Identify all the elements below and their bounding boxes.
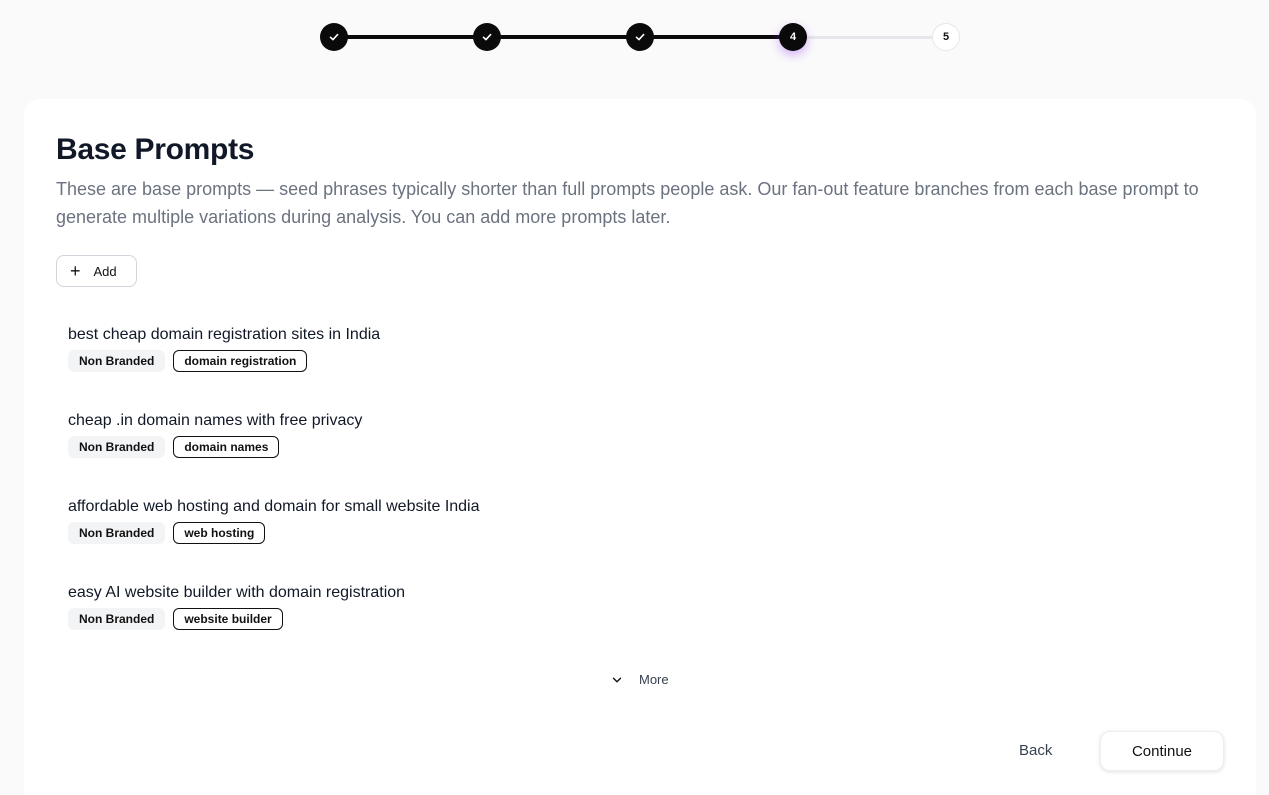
stepper-line-2 [487,35,640,39]
prompt-text: affordable web hosting and domain for small website India [68,498,480,515]
stepper-line-4 [793,36,946,39]
check-icon [634,31,646,43]
prompt-type-tag: Non Branded [68,608,165,630]
prompt-item [68,582,405,630]
continue-button[interactable]: Continue [1100,731,1224,771]
show-more-button[interactable] [611,672,669,687]
page-description: These are base prompts — seed phrases typically shorter than full prompts people ask. Our fan-out feature branches from each base prompt to generate multiple variations during analysis. You can add more prompts later. [56,179,1199,227]
prompt-type-tag: Non Branded [68,522,165,544]
check-icon [481,31,493,43]
plus-icon: + [70,261,81,281]
check-icon [328,31,340,43]
prompt-topic-tag: domain registration [173,350,307,372]
step-5-upcoming: 5 [932,23,960,51]
add-prompt-button[interactable] [56,255,137,287]
prompt-item [68,324,380,372]
progress-stepper [320,23,960,51]
prompt-topic-tag: domain names [173,436,279,458]
chevron-down-icon [611,674,623,686]
stepper-line-3 [640,35,793,39]
prompt-item [68,410,362,458]
prompt-type-tag: Non Branded [68,436,165,458]
prompt-text: best cheap domain registration sites in India [68,326,381,343]
step-4-current: 4 [779,23,807,51]
step-3-complete [626,23,654,51]
prompt-topic-tag: website builder [173,608,282,630]
prompt-type-tag: Non Branded [68,350,165,372]
back-button[interactable]: Back [1019,742,1053,759]
prompt-item [68,496,480,544]
more-label: More [639,672,669,687]
add-button-label: Add [93,263,117,279]
step-1-complete [320,23,348,51]
prompt-text: cheap .in domain names with free privacy [68,412,363,429]
prompt-topic-tag: web hosting [173,522,265,544]
step-2-complete [473,23,501,51]
stepper-line-1 [334,35,487,39]
page-title: Base Prompts [56,133,255,166]
prompt-text: easy AI website builder with domain registration [68,584,406,601]
